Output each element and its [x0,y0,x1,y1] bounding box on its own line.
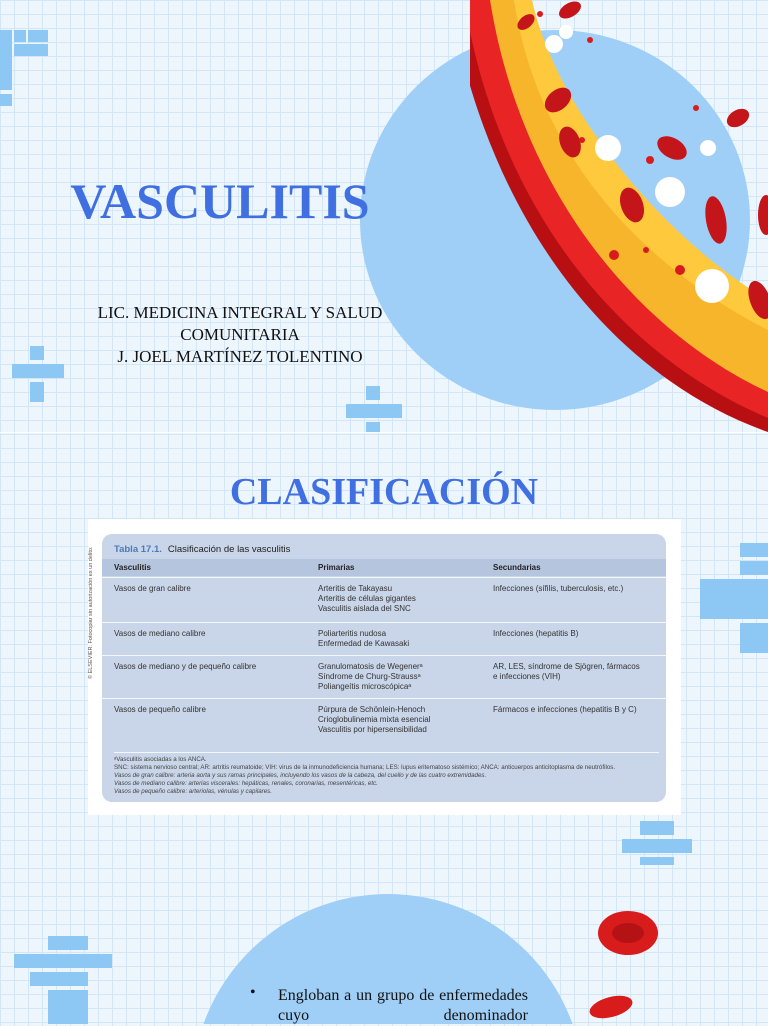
blood-vessel-illustration [470,0,768,432]
author-name: J. JOEL MARTÍNEZ TOLENTINO [117,347,363,366]
table-caption [114,544,290,555]
table-cell: Púrpura de Schönlein-Henoch Crioglobulinemia mixta esencial Vasculitis por hipersensibilidad [318,705,431,734]
table-row [102,655,666,698]
table-cell: Vasos de mediano calibre [114,629,206,638]
copyright-note: © ELSEVIER. Fotocopiar sin autorización es un delito. [88,546,94,679]
table-cell: Vasos de pequeño calibre [114,705,206,714]
table-number: Tabla 17.1. [114,544,162,555]
table-cell: Vasos de mediano y de pequeño calibre [114,662,257,671]
footnote: ᵃVasculitis asociadas a los ANCA. [114,756,207,763]
table-cell: Infecciones (hepatitis B) [493,629,579,638]
table-footnotes [114,752,659,796]
table-title: Clasificación de las vasculitis [167,544,291,555]
slide-title: CLASIFICACIÓN [229,471,539,513]
footnote: Vasos de gran calibre: arteria aorta y sus ramas principales, incluyendo los vasos de la cabeza, del cuello y de las cuatro extremidades. [114,772,487,779]
classification-table [102,534,666,802]
column-header: Secundarias [493,563,541,572]
table-cell: AR, LES, síndrome de Sjögren, fármacos e infecciones (VIH) [493,662,640,681]
classification-table-image [88,519,681,815]
table-cell: Granulomatosis de Wegenerᵃ Síndrome de Churg-Straussᵃ Poliangeítis microscópicaᵃ [318,662,423,691]
bullet-text: Engloban a un grupo de enfermedades cuyo denominador [278,987,528,1024]
table-row [102,577,666,622]
table-row [102,698,666,745]
footnote: Vasos de mediano calibre: arterias viscerales: hepáticas, renales, coronarias, mesentéricas, etc. [114,780,378,787]
table-cell: Poliarteritis nudosa Enfermedad de Kawasaki [318,629,410,648]
table-cell: Arteritis de Takayasu Arteritis de células gigantes Vasculitis aislada del SNC [318,584,416,613]
red-blood-cell-icon [588,992,634,1022]
title-slide [0,0,768,432]
table-row [102,622,666,655]
subtitle-line: COMUNITARIA [180,325,300,344]
red-blood-cell-icon [596,908,660,958]
slide-title: VASCULITIS [70,173,370,229]
table-cell: Infecciones (sífilis, tuberculosis, etc.) [493,584,624,593]
column-header: Vasculitis [114,563,151,572]
subtitle-line: LIC. MEDICINA INTEGRAL Y SALUD [97,303,383,322]
footnote: SNC: sistema nervioso central; AR: artritis reumatoide; VIH: virus de la inmunodeficiencia humana; LES: lupus eritematoso sistémico; ANCA: anticuerpos anticitoplasma de neutrófilos. [114,764,616,771]
table-header [102,559,666,576]
footnote: Vasos de pequeño calibre: arteriolas, vénulas y capilares. [114,788,272,795]
column-header: Primarias [318,563,355,572]
table-cell: Vasos de gran calibre [114,584,191,593]
table-cell: Fármacos e infecciones (hepatitis B y C) [493,705,637,714]
author-block [60,302,420,368]
bullet-icon: • [250,984,256,1001]
